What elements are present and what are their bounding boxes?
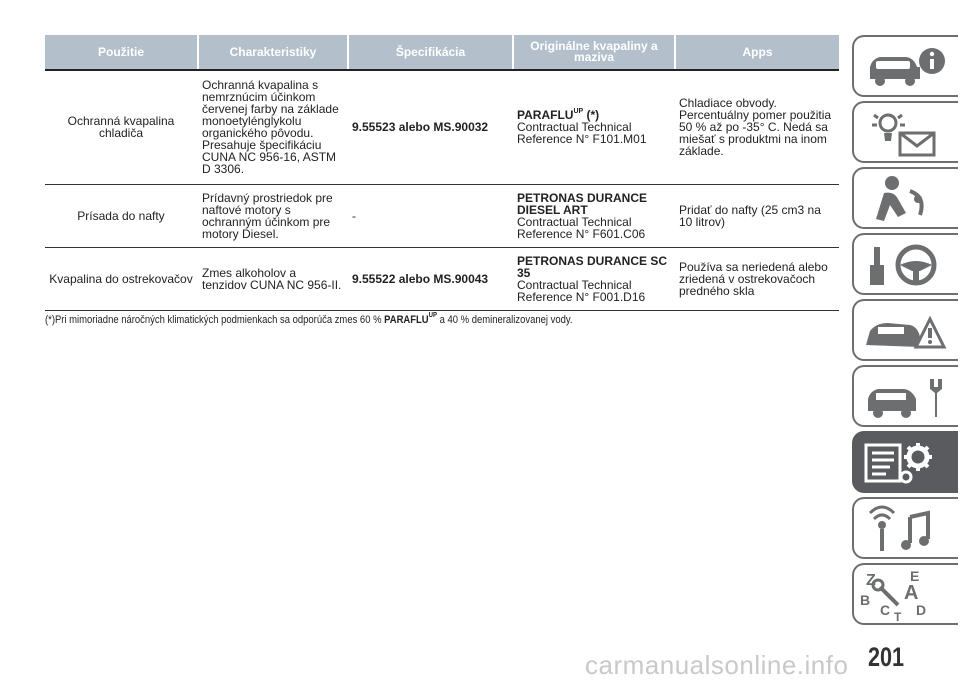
car-crash-warning-icon (854, 301, 958, 359)
cell-use: Prísada do nafty (45, 184, 198, 247)
warning-light-envelope-icon (854, 103, 958, 161)
cell-original-fluid (513, 70, 675, 184)
cell-specification: - (348, 184, 513, 247)
cell-apps: Chladiace obvody. Percentuálny pomer použitia 50 % až po -35° C. Nedá sa miešať s produktmi na inom základe. (675, 70, 839, 184)
fluid-name: PARAFLU (517, 108, 574, 123)
chapter-tab-warning-lights[interactable] (852, 101, 958, 163)
fluid-reference: Contractual Technical Reference N° F001.D16 (517, 277, 646, 304)
watermark: carmanualsonline.info (585, 650, 849, 680)
column-header-original-fluids: Originálne kvapaliny a maziva (513, 35, 675, 70)
column-header-specification: Špecifikácia (348, 35, 513, 70)
cell-characteristics: Ochranná kvapalina s nemrznúcim účinkom červenej farby na základe monoetylénglykolu organického pôvodu. Presahuje špecifikáciu CUNA NC 956-16, ASTM D 3306. (198, 70, 348, 184)
index-letter: B (860, 592, 871, 608)
cell-specification: 9.55523 alebo MS.90032 (348, 70, 513, 184)
chapter-tab-emergency[interactable] (852, 299, 958, 361)
index-letter: Z (866, 572, 876, 589)
index-letter: E (910, 568, 920, 584)
column-header-use: Použitie (45, 35, 198, 70)
cell-characteristics: Prídavný prostriedok pre naftové motory s ochranným účinkom pre motory Diesel. (198, 184, 348, 247)
footnote (45, 314, 733, 326)
specs-gear-icon (854, 433, 958, 491)
footnote-text-end: a 40 % demineralizovanej vody. (439, 314, 573, 326)
cell-original-fluid (513, 184, 675, 247)
cell-characteristics: Zmes alkoholov a tenzidov CUNA NC 956-II. (198, 247, 348, 310)
index-letter: T (894, 610, 902, 623)
cell-use: Kvapalina do ostrekovačov (45, 247, 198, 310)
key-steering-wheel-icon (854, 235, 958, 293)
car-info-icon (854, 37, 958, 95)
cell-apps: Pridať do nafty (25 cm3 na 10 litrov) (675, 184, 839, 247)
fluid-name: PETRONAS DURANCE SC 35 (517, 253, 668, 280)
chapter-tab-multimedia[interactable] (852, 497, 958, 559)
chapter-tab-starting-driving[interactable] (852, 233, 958, 295)
index-letter: C (880, 602, 891, 618)
seat-airbag-icon (854, 169, 958, 227)
chapter-tab-safety[interactable] (852, 167, 958, 229)
cell-apps: Používa sa neriedená alebo zriedená v ostrekovačoch predného skla (675, 247, 839, 310)
chapter-tab-technical-data[interactable] (852, 431, 958, 493)
index-letter: A (904, 582, 919, 604)
cell-original-fluid (513, 247, 675, 310)
column-header-characteristics: Charakteristiky (198, 35, 348, 70)
index-letter: D (916, 602, 927, 618)
table-header-row (45, 35, 839, 70)
footnote-text: (*)Pri mimoriadne náročných klimatických podmienkach sa odporúča zmes 60 % (45, 314, 385, 326)
fluid-reference: Contractual Technical Reference N° F601.C06 (517, 214, 646, 241)
footnote-superscript: UP (428, 312, 437, 319)
table-row (45, 70, 839, 184)
fluid-suffix: (*) (583, 108, 600, 123)
cell-use: Ochranná kvapalina chladiča (45, 70, 198, 184)
table-row (45, 184, 839, 247)
fluid-name: PETRONAS DURANCE DIESEL ART (517, 190, 648, 217)
antenna-music-icon (854, 499, 958, 557)
footnote-brand: PARAFLU (384, 314, 429, 326)
page-number: 201 (868, 642, 905, 672)
chapter-tab-maintenance[interactable] (852, 365, 958, 427)
chapter-tab-index[interactable] (852, 563, 958, 625)
fluid-reference: Contractual Technical Reference N° F101.M01 (517, 120, 647, 147)
specifications-table (45, 35, 839, 311)
cell-specification: 9.55522 alebo MS.90043 (348, 247, 513, 310)
table-row (45, 247, 839, 310)
alphabet-index-icon (854, 565, 958, 623)
fluid-superscript: UP (573, 108, 584, 116)
car-wrench-icon (854, 367, 958, 425)
chapter-tab-car-info[interactable] (852, 35, 958, 97)
column-header-apps: Apps (675, 35, 839, 70)
